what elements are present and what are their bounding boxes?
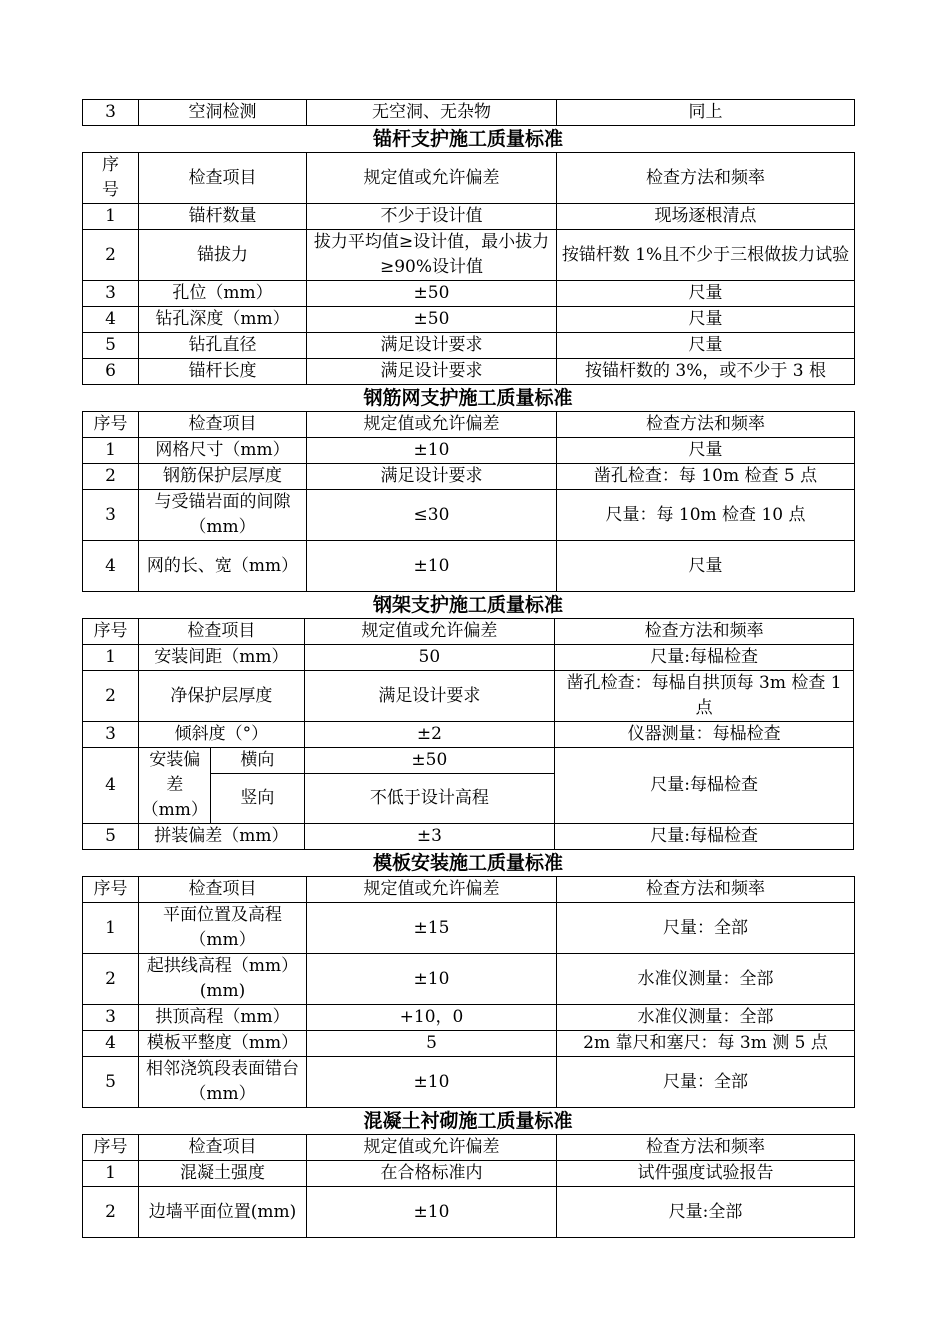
cell-no: 6 (83, 359, 139, 385)
cell-method: 尺量:每榀检查 (555, 824, 854, 850)
table-row (83, 438, 855, 464)
table-row (83, 645, 854, 671)
header-no: 序号 (83, 877, 139, 903)
table-row (83, 722, 854, 748)
cell-no: 3 (83, 1005, 139, 1031)
header-value: 规定值或允许偏差 (307, 412, 557, 438)
cell-method: 仪器测量：每榀检查 (555, 722, 854, 748)
table-header-row (83, 1135, 855, 1161)
cell-no: 5 (83, 1057, 139, 1108)
cell-value: 不少于设计值 (307, 204, 557, 230)
cell-value: 在合格标准内 (307, 1161, 557, 1187)
cell-value: 满足设计要求 (307, 464, 557, 490)
cell-method: 尺量:全部 (557, 1187, 855, 1238)
cell-item: 空洞检测 (139, 100, 307, 126)
table-row (83, 1031, 855, 1057)
cell-value: ±10 (307, 954, 557, 1005)
cell-item: 钻孔深度（mm） (139, 307, 307, 333)
cell-value: 无空洞、无杂物 (307, 100, 557, 126)
cell-item: 锚拔力 (139, 230, 307, 281)
cell-item: 拱顶高程（mm） (139, 1005, 307, 1031)
cell-value: ±10 (307, 541, 557, 592)
cell-no: 5 (83, 333, 139, 359)
header-item: 检查项目 (139, 877, 307, 903)
cell-no: 4 (83, 1031, 139, 1057)
cell-subitem: 竖向 (211, 774, 304, 824)
cell-item: 安装间距（mm） (139, 645, 304, 671)
cell-method: 尺量:每榀检查 (555, 748, 854, 824)
continuation-table (82, 99, 855, 126)
header-item: 检查项目 (139, 1135, 307, 1161)
cell-item: 拼装偏差（mm） (139, 824, 304, 850)
table-row (83, 464, 855, 490)
cell-method: 按锚杆数的 3%，或不少于 3 根 (557, 359, 855, 385)
table-row (83, 1005, 855, 1031)
cell-no: 2 (83, 671, 139, 722)
concrete-table (82, 1134, 855, 1238)
cell-value: ±3 (304, 824, 555, 850)
cell-item: 钢筋保护层厚度 (139, 464, 307, 490)
cell-no: 4 (83, 307, 139, 333)
cell-method: 尺量:每榀检查 (555, 645, 854, 671)
cell-item: 起拱线高程（mm）(mm) (139, 954, 307, 1005)
cell-no: 1 (83, 204, 139, 230)
table-row (83, 903, 855, 954)
cell-method: 尺量 (557, 541, 855, 592)
table-row (83, 748, 854, 774)
cell-value: ±15 (307, 903, 557, 954)
cell-no: 3 (83, 722, 139, 748)
header-value: 规定值或允许偏差 (307, 1135, 557, 1161)
cell-item: 模板平整度（mm） (139, 1031, 307, 1057)
cell-no: 1 (83, 438, 139, 464)
cell-no: 1 (83, 1161, 139, 1187)
cell-subitem: 横向 (211, 748, 304, 774)
table-row (83, 824, 854, 850)
cell-value: 满足设计要求 (307, 333, 557, 359)
table-row (83, 204, 855, 230)
cell-item: 与受锚岩面的间隙（mm） (139, 490, 307, 541)
cell-item: 混凝土强度 (139, 1161, 307, 1187)
table-row (83, 1161, 855, 1187)
cell-method: 按锚杆数 1%且不少于三根做拔力试验 (557, 230, 855, 281)
section-title-mesh: 钢筋网支护施工质量标准 (363, 387, 573, 409)
cell-no: 3 (83, 281, 139, 307)
cell-no: 1 (83, 645, 139, 671)
cell-no: 3 (83, 490, 139, 541)
table-row (83, 671, 854, 722)
cell-value: ±10 (307, 438, 557, 464)
cell-method: 同上 (557, 100, 855, 126)
table-row (83, 490, 855, 541)
cell-method: 试件强度试验报告 (557, 1161, 855, 1187)
cell-method: 凿孔检查：每榀自拱顶每 3m 检查 1 点 (555, 671, 854, 722)
cell-no: 2 (83, 230, 139, 281)
header-method: 检查方法和频率 (557, 877, 855, 903)
cell-method: 2m 靠尺和塞尺：每 3m 测 5 点 (557, 1031, 855, 1057)
frame-table (82, 618, 854, 850)
cell-value: ±10 (307, 1187, 557, 1238)
anchor-table (82, 152, 855, 385)
cell-no: 2 (83, 1187, 139, 1238)
header-value: 规定值或允许偏差 (307, 877, 557, 903)
cell-value: 不低于设计高程 (304, 774, 555, 824)
cell-no: 2 (83, 954, 139, 1005)
table-header-row (83, 619, 854, 645)
cell-item: 孔位（mm） (139, 281, 307, 307)
cell-value: ±10 (307, 1057, 557, 1108)
table-row (83, 541, 855, 592)
header-method: 检查方法和频率 (557, 153, 855, 204)
header-item: 检查项目 (139, 153, 307, 204)
table-row (83, 359, 855, 385)
cell-value: 50 (304, 645, 555, 671)
cell-value: 拔力平均值≥设计值，最小拔力≥90%设计值 (307, 230, 557, 281)
cell-item: 倾斜度（°） (139, 722, 304, 748)
cell-method: 尺量：全部 (557, 1057, 855, 1108)
table-row (83, 333, 855, 359)
cell-value: ±50 (307, 281, 557, 307)
cell-method: 水准仪测量：全部 (557, 954, 855, 1005)
header-value: 规定值或允许偏差 (304, 619, 555, 645)
formwork-table (82, 876, 855, 1108)
table-row (83, 307, 855, 333)
table-row (83, 1057, 855, 1108)
cell-method: 尺量：全部 (557, 903, 855, 954)
cell-value: ±2 (304, 722, 555, 748)
cell-item: 安装偏差（mm） (139, 748, 211, 824)
header-method: 检查方法和频率 (557, 412, 855, 438)
cell-item: 平面位置及高程（mm） (139, 903, 307, 954)
cell-method: 水准仪测量：全部 (557, 1005, 855, 1031)
header-no: 序号 (83, 619, 139, 645)
cell-method: 凿孔检查：每 10m 检查 5 点 (557, 464, 855, 490)
cell-no: 1 (83, 903, 139, 954)
cell-no: 4 (83, 541, 139, 592)
header-value: 规定值或允许偏差 (307, 153, 557, 204)
cell-value: 5 (307, 1031, 557, 1057)
table-row (83, 1187, 855, 1238)
table-header-row (83, 412, 855, 438)
cell-item: 网格尺寸（mm） (139, 438, 307, 464)
cell-item: 网的长、宽（mm） (139, 541, 307, 592)
table-row (83, 100, 855, 126)
table-row (83, 281, 855, 307)
cell-no: 4 (83, 748, 139, 824)
cell-item: 相邻浇筑段表面错台（mm） (139, 1057, 307, 1108)
mesh-table (82, 411, 855, 592)
cell-item: 锚杆数量 (139, 204, 307, 230)
table-row (83, 230, 855, 281)
header-no: 序 号 (83, 153, 139, 204)
table-header-row (83, 153, 855, 204)
cell-method: 尺量 (557, 281, 855, 307)
cell-value: +10，0 (307, 1005, 557, 1031)
table-row (83, 954, 855, 1005)
header-item: 检查项目 (139, 412, 307, 438)
cell-item: 边墙平面位置(mm) (139, 1187, 307, 1238)
header-no: 序号 (83, 412, 139, 438)
section-title-formwork: 模板安装施工质量标准 (372, 852, 563, 874)
cell-value: ±50 (307, 307, 557, 333)
cell-method: 现场逐根清点 (557, 204, 855, 230)
document-page (82, 99, 854, 1238)
header-no: 序号 (83, 1135, 139, 1161)
cell-item: 净保护层厚度 (139, 671, 304, 722)
cell-no: 5 (83, 824, 139, 850)
cell-method: 尺量 (557, 438, 855, 464)
cell-value: ±50 (304, 748, 555, 774)
cell-method: 尺量 (557, 333, 855, 359)
cell-value: ≤30 (307, 490, 557, 541)
cell-item: 钻孔直径 (139, 333, 307, 359)
cell-value: 满足设计要求 (304, 671, 555, 722)
header-item: 检查项目 (139, 619, 304, 645)
section-title-anchor: 锚杆支护施工质量标准 (372, 128, 563, 150)
cell-no: 3 (83, 100, 139, 126)
section-title-frame: 钢架支护施工质量标准 (372, 594, 563, 616)
header-method: 检查方法和频率 (555, 619, 854, 645)
header-method: 检查方法和频率 (557, 1135, 855, 1161)
cell-method: 尺量 (557, 307, 855, 333)
cell-method: 尺量：每 10m 检查 10 点 (557, 490, 855, 541)
cell-no: 2 (83, 464, 139, 490)
cell-value: 满足设计要求 (307, 359, 557, 385)
section-title-concrete: 混凝土衬砌施工质量标准 (363, 1110, 573, 1132)
cell-item: 锚杆长度 (139, 359, 307, 385)
table-header-row (83, 877, 855, 903)
